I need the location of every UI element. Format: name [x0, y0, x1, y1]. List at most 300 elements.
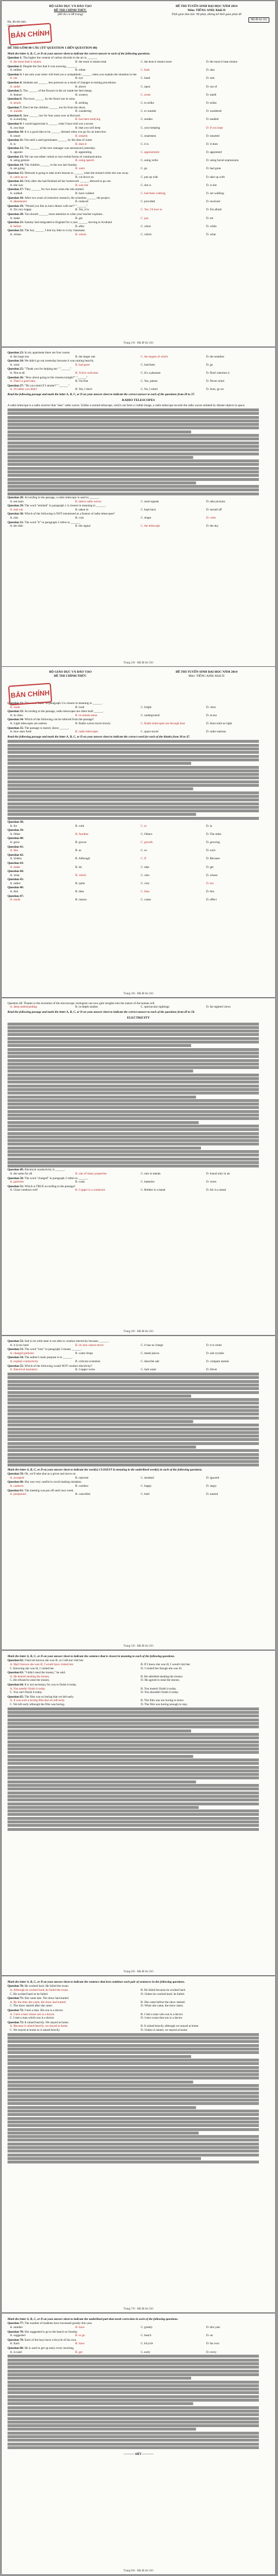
- question-number: Question 38:: [8, 820, 24, 824]
- passage-title: RADIO TELESCOPES: [122, 399, 155, 403]
- answer-option: C. No, I mind: [141, 388, 158, 392]
- question-item: [8, 1984, 269, 1996]
- answer-option: A. wander: [10, 110, 23, 114]
- text-line: [8, 1453, 269, 1456]
- answer-option: D. this year: [206, 2326, 221, 2329]
- text-line: [8, 426, 269, 429]
- question-item: [8, 138, 269, 146]
- answer-option: B. as: [75, 849, 82, 853]
- answer-option: A. smart: [10, 134, 20, 138]
- answer-option: B. whom: [75, 232, 87, 236]
- text-line: [8, 1420, 201, 1423]
- question-item: [8, 2021, 269, 2033]
- question-item: [8, 384, 269, 392]
- passage-text-block: [8, 2033, 269, 2163]
- answer-option: B. If I knew she was ill, I would visit her.: [141, 1663, 191, 1666]
- text-line: [8, 1758, 269, 1761]
- text-line: [8, 2088, 269, 2090]
- answer-option: A. make: [10, 865, 20, 869]
- question-stem: It rained heavily. We stayed at home.: [24, 2020, 70, 2024]
- answer-option: A. Glass conducts well: [10, 1188, 38, 1192]
- question-number: Question 18:: [8, 196, 25, 200]
- text-line: [8, 1755, 201, 1758]
- text-line: [8, 2373, 269, 2376]
- question-item: [8, 1695, 269, 1707]
- question-stem: According to the passage, radio telescopes are often built ______.: [24, 710, 104, 714]
- pages-note: (Đề thi có 08 trang): [57, 13, 83, 16]
- answer-option: C. greatly: [141, 2326, 153, 2329]
- text-line: [8, 474, 269, 477]
- text-line: [8, 2439, 269, 2442]
- question-number: Question 61:: [8, 1488, 25, 1493]
- answer-option: C. I met a man which son is a doctor.: [10, 2016, 55, 2020]
- text-line: [8, 1406, 269, 1409]
- question-number: Question 8:: [8, 114, 23, 118]
- end-note: ----------- HẾT -----------: [123, 2452, 153, 2456]
- question-stem: "Thank you for helping me." "______": [24, 367, 72, 371]
- question-item: [8, 114, 269, 122]
- question-item: [8, 122, 269, 130]
- text-line: [8, 1085, 269, 1088]
- answer-option: D. take pictures: [206, 499, 225, 503]
- text-line: [8, 1722, 269, 1725]
- text-line: [8, 453, 269, 455]
- page-footer: Trang 7/8 - Mã đề thi 163: [123, 2308, 153, 2311]
- text-line: [8, 2117, 269, 2120]
- question-number: Question 17:: [8, 188, 25, 192]
- text-line: [8, 1074, 269, 1077]
- text-line: [8, 1059, 269, 1062]
- text-line: [8, 463, 269, 466]
- page-footer: Trang 2/8 - Mã đề thi 163: [123, 662, 153, 665]
- question-number: Question 47:: [8, 894, 24, 898]
- answer-option: C. provided: [141, 200, 155, 204]
- answer-option: A. whose: [10, 232, 21, 236]
- answer-option: C. the largest of which: [141, 355, 169, 359]
- text-line: [8, 437, 269, 440]
- answer-option: B. scenery: [75, 93, 88, 97]
- answer-option: D. is she: [206, 183, 217, 187]
- answer-option: A. size: [10, 516, 19, 520]
- answer-option: D. get: [206, 865, 214, 869]
- text-line: [8, 795, 269, 798]
- answer-option: B. He admitted stealing the money.: [141, 1674, 183, 1679]
- text-line: [8, 2406, 269, 2409]
- question-number: Question 7:: [8, 105, 23, 110]
- question-number: Question 33:: [8, 710, 25, 714]
- question-list: [2, 1340, 275, 1372]
- text-line: [8, 1052, 269, 1055]
- answer-option: A. Had I known she was ill, I would have visited her.: [10, 1663, 74, 1666]
- answer-option: A. she was: [10, 183, 23, 187]
- passage-first-line: A radio telescope is a radio receiver that "sees" radio waves. Unlike a normal telescope, which can form a visible image, a radio telescope records the radio waves emitted by distant objects in space.: [8, 404, 246, 408]
- answer-option: A. Unless: [10, 857, 22, 861]
- answer-option: C. Yes, I'd love to: [141, 208, 162, 212]
- answer-option: A. grow: [10, 840, 20, 844]
- answer-option: C. Radio telescopes see through dust: [141, 721, 185, 725]
- text-line: [8, 1023, 269, 1026]
- question-48-options: [8, 1005, 269, 1009]
- text-line: [8, 802, 269, 805]
- text-line: [8, 1154, 269, 1156]
- exam-subject: Môn: TIẾNG ANH; Khối D: [187, 9, 226, 12]
- page-footer: Trang 5/8 - Mã đề thi 163: [123, 1645, 153, 1648]
- text-line: [8, 751, 269, 754]
- answer-option: B. eye: [75, 76, 83, 81]
- answer-option: D. are walking: [206, 192, 224, 195]
- question-item: [8, 1480, 269, 1488]
- answer-option: C. beach: [141, 2334, 152, 2338]
- exam-page-2: [2, 348, 275, 666]
- text-line: [8, 1806, 207, 1809]
- text-line: [8, 2432, 269, 2435]
- answer-option: C. she is: [141, 183, 151, 187]
- text-line: [8, 1070, 201, 1072]
- answer-option: A. charged particles: [10, 1351, 34, 1355]
- question-item: [8, 205, 269, 212]
- answer-option: A. went: [10, 363, 20, 367]
- text-line: [8, 1132, 269, 1135]
- question-stem: Don't let the children ______ too far from the shore.: [23, 105, 86, 110]
- text-line: [8, 1395, 199, 1398]
- question-number: Question 12:: [8, 147, 25, 151]
- answer-option: A. Not at all: [10, 371, 25, 375]
- answer-option: C. go: [141, 167, 148, 171]
- text-line: [8, 2157, 209, 2160]
- question-stem: The boy ______ I lent my bike to is my classmate.: [24, 229, 86, 233]
- answer-option: A. result: [10, 898, 20, 902]
- text-line: [8, 2384, 269, 2387]
- question-number: Question 41:: [8, 845, 24, 849]
- question-list: [2, 496, 275, 528]
- text-line: [8, 1081, 269, 1083]
- text-line: [8, 1077, 269, 1080]
- ministry-name: BỘ GIÁO DỤC VÀ ĐÀO TẠO: [49, 5, 92, 8]
- answer-option: D. the smallest: [206, 355, 224, 359]
- page-footer: Trang 1/8 - Mã đề thi 163: [123, 342, 153, 345]
- question-item: [8, 2347, 269, 2354]
- answer-option: D. set: [206, 216, 214, 220]
- answer-option: D. angry: [206, 1484, 217, 1488]
- answer-option: A. deep understanding: [10, 1005, 37, 1009]
- text-line: [8, 2395, 269, 2398]
- answer-option: A. sent out: [10, 508, 23, 512]
- answer-option: B. Radio waves travel slowly: [75, 721, 111, 725]
- passage-directions: Read the following passage and mark the letter A, B, C, or D on your answer sheet to indicate the correct answer to each of the questions from 49 to 58.: [8, 1010, 195, 1014]
- text-line: [8, 1066, 269, 1069]
- text-line: [8, 1158, 269, 1161]
- answer-option: A. appoint: [10, 151, 23, 155]
- question-list: [2, 1472, 275, 1497]
- answer-option: D. effect: [206, 898, 217, 902]
- question-stem: The word "it" in paragraph 2 refers to ______.: [24, 520, 81, 524]
- question-item: [8, 512, 269, 520]
- question-number: Question 32:: [8, 702, 25, 705]
- question-number: Question 24:: [8, 359, 25, 363]
- ministry-name: BỘ GIÁO DỤC VÀ ĐÀO TẠO: [49, 670, 92, 674]
- answer-option: B. rejected: [75, 1476, 89, 1480]
- question-stem: They ______ for two hours when the rain started.: [24, 188, 85, 192]
- answer-option: A. the more heat it retains: [10, 60, 41, 64]
- text-line: [8, 773, 269, 776]
- question-item: [8, 56, 269, 64]
- question-number: Question 64:: [8, 1683, 25, 1687]
- question-stem: Not until a seed germinates ______ by the time of water.: [24, 138, 93, 143]
- question-number: Question 52:: [8, 1340, 25, 1343]
- question-number: Question 51:: [8, 1184, 25, 1188]
- answer-option: A. Although he worked hard, he failed the exam.: [10, 1988, 69, 1992]
- question-item: [8, 886, 269, 893]
- answer-option: B. smartly: [75, 134, 88, 138]
- text-line: [8, 478, 269, 481]
- question-number: Question 71:: [8, 1997, 25, 2001]
- exam-page-6: [2, 1651, 275, 1975]
- answer-option: B. water drops: [75, 1351, 93, 1355]
- question-number: Question 55:: [8, 1364, 25, 1368]
- text-line: [8, 2124, 269, 2127]
- text-line: [8, 2161, 269, 2163]
- question-stem: I had not known she was ill, so I did not visit her.: [24, 1659, 84, 1663]
- text-line: [8, 1417, 269, 1420]
- text-line: [8, 2099, 269, 2101]
- question-item: [8, 1472, 269, 1480]
- question-stem: You should ______ more attention to what your teacher explains.: [24, 212, 103, 216]
- question-list: [2, 1659, 275, 1706]
- synonym-directions: Mark the letter A, B, C, or D on your answer sheet to indicate the word(s) CLOSEST in meaning to the underlined word(s) in each of the following questions.: [8, 1468, 203, 1472]
- text-line: [8, 755, 269, 758]
- question-stem: It is a good idea to be ______ dressed when you go for an interview.: [24, 130, 107, 134]
- passage-directions: Read the following passage and mark the letter A, B, C, or D on your answer sheet to indicate the correct answer to each of the questions from 28 to 37.: [8, 392, 195, 396]
- official-stamp: BẢN CHÍNH: [8, 683, 52, 705]
- text-line: [8, 2037, 269, 2039]
- question-stem: We didn't go out yesterday because it was raining heavily.: [24, 359, 94, 363]
- question-stem: The author's main purpose is to ______.: [24, 1356, 73, 1360]
- answer-option: D. Stars emit no light: [206, 721, 232, 725]
- question-number: Question 35:: [8, 726, 25, 730]
- question-stem: Sammy had emigrated to England for a year ______ moving to Scotland.: [24, 221, 113, 225]
- question-number: Question 1:: [8, 56, 23, 60]
- question-item: [8, 376, 269, 384]
- answer-option: B. wandering: [75, 110, 92, 114]
- answer-option: A. struck: [10, 101, 21, 105]
- question-item: [8, 1185, 269, 1192]
- answer-option: D. smell: [206, 93, 217, 97]
- question-number: Question 42:: [8, 853, 24, 857]
- question-item: [8, 820, 269, 828]
- text-line: [8, 1373, 269, 1375]
- answer-option: B. I met a man who son is a doctor.: [141, 2012, 184, 2016]
- text-line: [8, 2048, 269, 2050]
- text-line: [8, 1460, 269, 1463]
- answer-option: C. than: [141, 890, 149, 894]
- text-line: [8, 740, 269, 743]
- passage-text-block: [8, 1707, 269, 1831]
- question-stem: Only after she had finished all her homework ______ allowed to go out.: [24, 180, 112, 184]
- question-stem: Despite the fact that it was snowing, ______.: [23, 64, 78, 68]
- text-line: [8, 1106, 269, 1109]
- text-line: [8, 809, 269, 812]
- answer-option: C. rare in metals: [141, 1172, 161, 1176]
- answer-option: C. very: [141, 881, 150, 885]
- answer-option: B. He failed because he worked hard.: [141, 1988, 186, 1992]
- text-line: [8, 488, 269, 491]
- text-line: [8, 1787, 269, 1790]
- text-line: [8, 434, 269, 437]
- answer-option: B. using speech: [75, 159, 94, 163]
- question-number: Question 3:: [8, 72, 23, 76]
- answer-option: D. I visited her though she was ill.: [141, 1666, 182, 1670]
- question-stem: The word "faint" in paragraph 3 is closest in meaning to ______.: [24, 702, 103, 705]
- answer-option: A. is: [10, 142, 16, 146]
- text-line: [8, 1813, 269, 1816]
- answer-option: A. cautious: [10, 1484, 24, 1488]
- text-line: [8, 1457, 269, 1460]
- answer-option: B. cost: [75, 516, 84, 520]
- question-item: [8, 221, 269, 228]
- text-line: [8, 1026, 269, 1029]
- text-line: [8, 2421, 269, 2424]
- text-line: [8, 1809, 269, 1812]
- answer-option: A. for: [10, 824, 17, 828]
- answer-option: D. clear: [206, 705, 216, 709]
- text-line: [8, 2059, 269, 2061]
- question-stem: Salt in its solid state is not able to conduct electricity because ______.: [24, 1340, 109, 1343]
- answer-option: B. the signal: [75, 524, 91, 528]
- text-line: [8, 1125, 269, 1128]
- question-item: [8, 147, 269, 154]
- question-number: Question 79:: [8, 2338, 25, 2342]
- question-item: [8, 853, 269, 861]
- answer-option: D. arm: [206, 76, 215, 81]
- answer-option: C. to strike: [141, 101, 154, 105]
- answer-option: B. reduced: [75, 200, 89, 204]
- text-line: [8, 1165, 269, 1167]
- answer-option: A. see stars: [10, 499, 24, 503]
- question-list: [2, 1168, 275, 1192]
- answer-option: C. had been walking: [141, 192, 166, 195]
- answer-option: B. Copper is a conductor: [75, 1188, 105, 1192]
- answer-option: A. Electrical insulators: [10, 1368, 38, 1372]
- text-line: [8, 2428, 204, 2431]
- text-line: [8, 2150, 269, 2152]
- text-line: [8, 1143, 269, 1145]
- answer-option: D. The other: [206, 832, 222, 836]
- answer-option: C. happy: [141, 1484, 152, 1488]
- answer-option: C. We stayed at home so it rained heavily.: [10, 2028, 61, 2032]
- question-number: Question 39:: [8, 829, 24, 833]
- answer-option: D. Unless he worked hard, he failed.: [141, 1992, 185, 1996]
- text-line: [8, 1431, 269, 1434]
- question-list: [2, 351, 275, 392]
- question-item: [8, 862, 269, 869]
- question-number: Question 27:: [8, 384, 25, 388]
- official-label: ĐỀ THI CHÍNH THỨC: [54, 674, 87, 678]
- question-number: Question 63:: [8, 1671, 25, 1675]
- answer-option: A. ear: [10, 76, 17, 81]
- text-line: [8, 1744, 269, 1747]
- text-line: [8, 2417, 269, 2420]
- question-stem: Students are ______ less pressure as a result of changes in testing procedures.: [23, 81, 117, 85]
- text-line: [8, 2402, 201, 2405]
- answer-option: B. She came before the show started.: [141, 2000, 185, 2004]
- exam-page-1: [2, 1, 275, 346]
- text-line: [8, 2113, 269, 2116]
- text-line: [8, 1733, 269, 1736]
- answer-option: B. Another: [75, 832, 89, 836]
- question-item: [8, 1356, 269, 1363]
- text-line: [8, 430, 199, 433]
- text-line: [8, 2146, 269, 2149]
- text-line: [8, 1096, 204, 1099]
- answer-option: C. It's a pleasure: [141, 371, 161, 375]
- question-item: [8, 73, 269, 81]
- question-number: Question 13:: [8, 155, 25, 159]
- answer-option: A. neither: [10, 68, 22, 72]
- answer-option: C. cause: [141, 898, 151, 902]
- answer-option: D. When she came, the show starts.: [141, 2004, 184, 2008]
- text-line: [8, 2055, 199, 2058]
- exam-page-3: [2, 667, 275, 997]
- answer-option: A. weak: [10, 705, 20, 709]
- question-stem: The children ______ to the zoo last Sunday.: [24, 163, 78, 167]
- exam-page-8: [2, 2314, 275, 2574]
- exam-code-box: Mã đề thi 163: [248, 17, 269, 23]
- question-stem: Electrical conductivity is ______.: [24, 1168, 65, 1172]
- answer-option: B. cut down on: [75, 175, 94, 179]
- answer-option: D. what: [206, 232, 216, 236]
- answer-option: D. Sure, go on: [206, 388, 224, 392]
- question-number: Question 30:: [8, 512, 25, 516]
- question-number: Question 43:: [8, 861, 24, 865]
- text-line: [8, 492, 269, 495]
- answer-option: D. started: [206, 1493, 218, 1497]
- answer-option: C. the telescope: [141, 524, 160, 528]
- question-item: [8, 351, 269, 359]
- text-line: [8, 408, 269, 411]
- answer-option: A. under: [10, 85, 21, 89]
- text-line: [8, 817, 269, 820]
- answer-option: C. growth: [141, 840, 153, 844]
- text-line: [8, 2044, 269, 2047]
- question-item: [8, 1348, 269, 1355]
- text-line: [8, 1784, 269, 1787]
- answer-option: B. loud: [75, 705, 85, 709]
- text-line: [8, 1769, 269, 1772]
- answer-option: D. in: [206, 824, 213, 828]
- answer-option: B. after: [75, 224, 85, 228]
- answer-option: B. which: [75, 873, 86, 877]
- exam-header: [2, 1, 275, 17]
- text-line: [8, 1376, 269, 1379]
- question-number: Question 54:: [8, 1356, 25, 1360]
- answer-option: C. We left early although the film was boring.: [10, 1702, 65, 1706]
- question-item: [8, 521, 269, 528]
- question-number: Question 15:: [8, 172, 25, 176]
- text-line: [8, 1044, 199, 1047]
- exam-page-7: [2, 1976, 275, 2312]
- text-line: [8, 2106, 204, 2109]
- text-line: [8, 776, 269, 779]
- question-item: [8, 1340, 269, 1347]
- question-item: [8, 710, 269, 717]
- answer-option: A. how stars form: [10, 730, 32, 734]
- text-line: [8, 1438, 269, 1441]
- question-item: [8, 1168, 269, 1176]
- question-number: Question 77:: [8, 2322, 25, 2326]
- question-item: [8, 1364, 269, 1372]
- answer-option: A. abandoned: [10, 200, 27, 204]
- text-line: [8, 2410, 269, 2413]
